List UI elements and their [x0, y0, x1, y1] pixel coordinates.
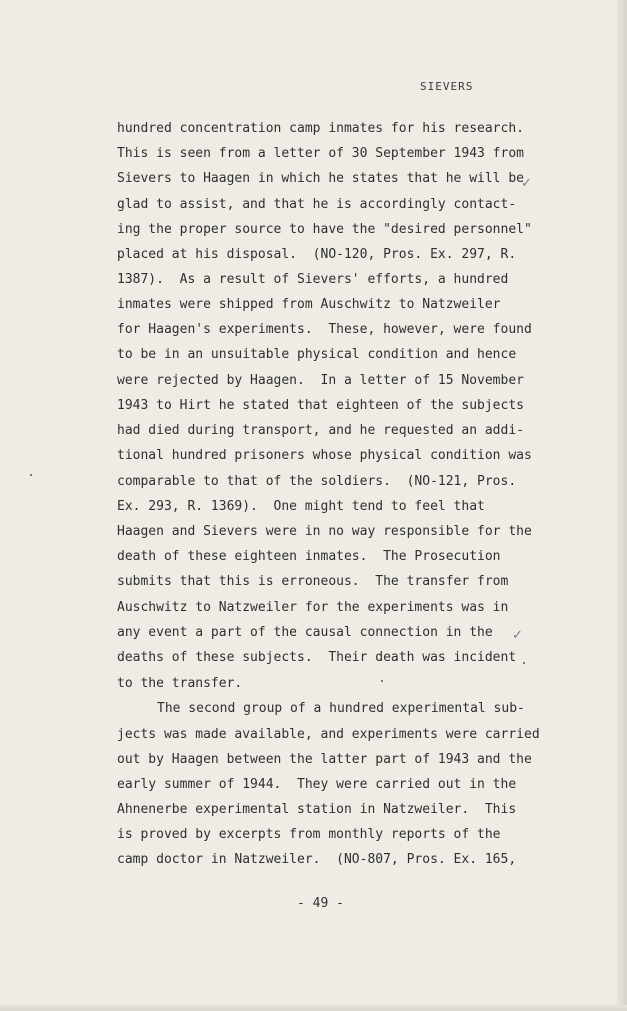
- text-line: submits that this is erroneous. The transfer from: [117, 574, 509, 589]
- text-line: for Haagen's experiments. These, however, were found: [117, 322, 532, 337]
- ink-dot: [30, 474, 32, 476]
- text-line: inmates were shipped from Auschwitz to Natzweiler: [117, 297, 501, 312]
- text-line: 1387). As a result of Sievers' efforts, a hundred: [117, 272, 509, 287]
- text-line: This is seen from a letter of 30 September 1943 from: [117, 146, 524, 161]
- text-line: jects was made available, and experiments were carried: [117, 727, 540, 742]
- text-line: Haagen and Sievers were in no way responsible for the: [117, 524, 532, 539]
- text-line: Ex. 293, R. 1369). One might tend to feel that: [117, 499, 485, 514]
- text-line: to the transfer.: [117, 676, 243, 691]
- text-line: out by Haagen between the latter part of 1943 and the: [117, 752, 532, 767]
- text-line: is proved by excerpts from monthly reports of the: [117, 827, 501, 842]
- ink-dot: [381, 680, 383, 682]
- text-line: tional hundred prisoners whose physical condition was: [117, 448, 532, 463]
- text-line: ing the proper source to have the "desired personnel": [117, 222, 532, 237]
- text-line: death of these eighteen inmates. The Prosecution: [117, 549, 501, 564]
- running-header: SIEVERS: [420, 80, 474, 93]
- text-line: Auschwitz to Natzweiler for the experiments was in: [117, 600, 509, 615]
- page-number: - 49 -: [297, 896, 344, 911]
- text-line: Sievers to Haagen in which he states that he will be: [117, 171, 524, 186]
- text-line: were rejected by Haagen. In a letter of 15 November: [117, 373, 524, 388]
- text-line: early summer of 1944. They were carried out in the: [117, 777, 517, 792]
- text-line: any event a part of the causal connection in the: [117, 625, 493, 640]
- text-line: 1943 to Hirt he stated that eighteen of the subjects: [117, 398, 524, 413]
- text-line: hundred concentration camp inmates for his research.: [117, 121, 524, 136]
- text-line: to be in an unsuitable physical condition and hence: [117, 347, 517, 362]
- ink-dot: [523, 662, 525, 664]
- check-mark-icon: ✓: [521, 176, 532, 191]
- check-mark-icon: ✓: [512, 628, 523, 643]
- text-line: Ahnenerbe experimental station in Natzweiler. This: [117, 802, 517, 817]
- text-line: glad to assist, and that he is accordingly contact-: [117, 197, 517, 212]
- text-line: had died during transport, and he requested an addi-: [117, 423, 524, 438]
- text-line: comparable to that of the soldiers. (NO-121, Pros.: [117, 474, 517, 489]
- text-line: camp doctor in Natzweiler. (NO-807, Pros. Ex. 165,: [117, 852, 517, 867]
- text-line: deaths of these subjects. Their death was incident: [117, 650, 517, 665]
- text-line: The second group of a hundred experimental sub-: [157, 701, 525, 716]
- text-line: placed at his disposal. (NO-120, Pros. Ex. 297, R.: [117, 247, 517, 262]
